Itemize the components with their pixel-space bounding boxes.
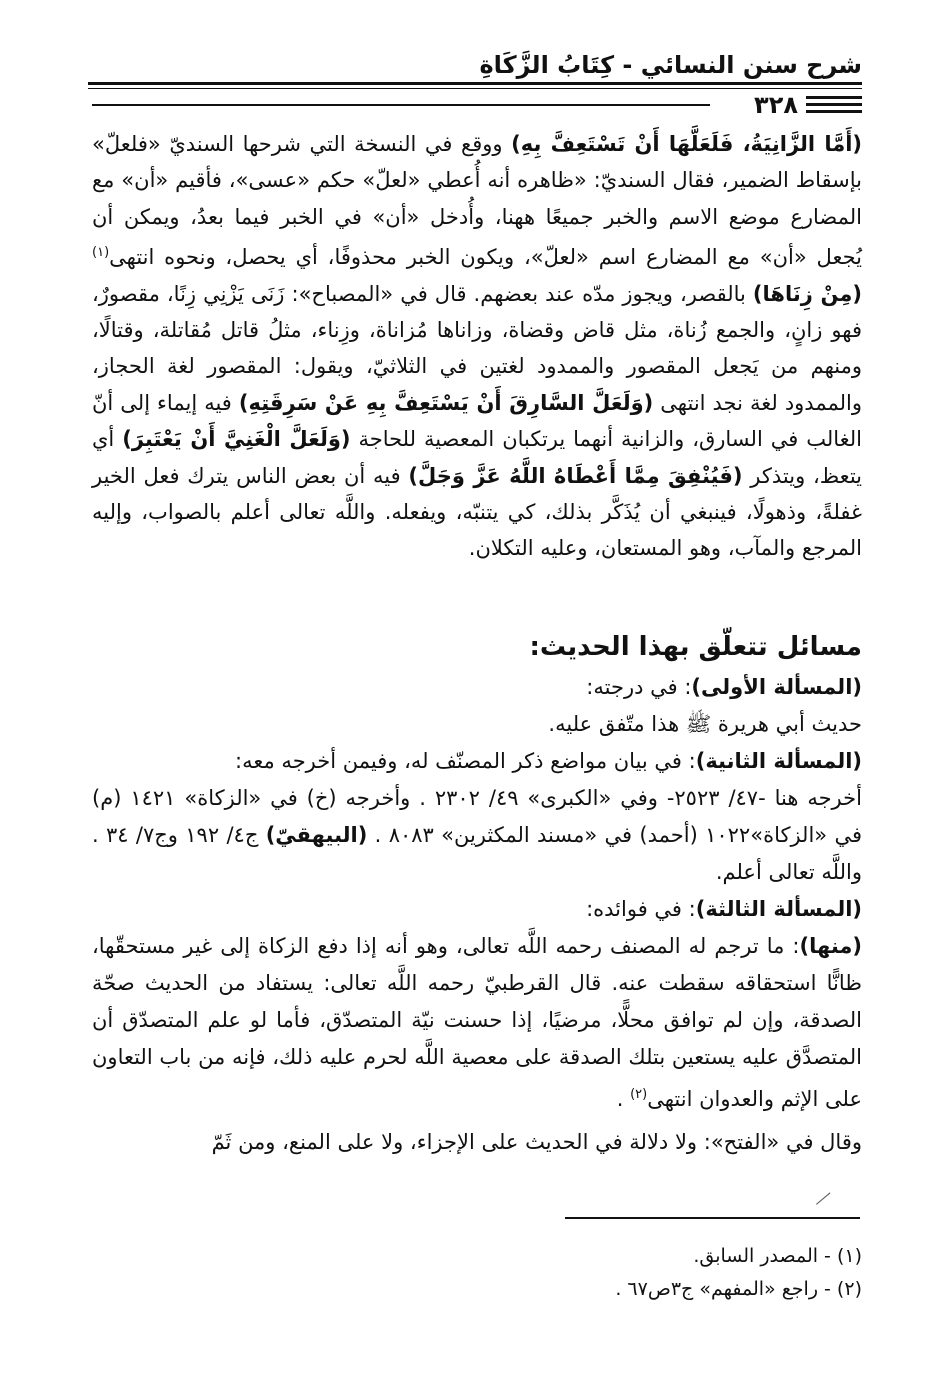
footnotes [92, 1240, 862, 1306]
commentary-paragraph [92, 126, 862, 567]
issue-1-body: حديث أبي هريرة ﷺ هذا متّفق عليه. [548, 712, 862, 736]
issue-label: (المسألة الثالثة) [695, 897, 862, 921]
page-number-row [92, 92, 862, 118]
page-number-rule [92, 104, 710, 106]
issue-text: : في درجته: [586, 675, 692, 699]
hadith-quote: (وَلَعَلَّ الْغَنِيَّ أَنْ يَعْتَبِرَ) [122, 427, 351, 452]
section-heading: مسائل تتعلّق بهذا الحديث: [529, 632, 862, 662]
benefit-label: (منها) [799, 934, 862, 958]
issue-label: (المسألة الثانية) [695, 749, 862, 773]
footnote-ref-1: (١) [92, 245, 110, 261]
issue-1 [92, 669, 862, 706]
hadith-quote: (وَلَعَلَّ السَّارِقَ أَنْ يَسْتَعِفَّ بِهِ عَنْ سَرِقَتِهِ) [238, 390, 654, 415]
issue-label: (المسألة الأولى) [691, 675, 862, 699]
benefit-2: وقال في «الفتح»: ولا دلالة في الحديث على الإجزاء، ولا على المنع، ومن ثَمّ [211, 1130, 862, 1154]
page-header [88, 50, 862, 80]
issue-2-body [92, 780, 862, 891]
footnote-1: (١) - المصدر السابق. [693, 1245, 862, 1267]
header-rule-thick [88, 82, 862, 85]
header-rule-thin [88, 88, 862, 89]
footnote-ref-2: (٢) [630, 1087, 648, 1102]
issue-text: : في بيان مواضع ذكر المصنّف له، وفيمن أخرجه معه: [235, 749, 696, 773]
footnote-mark [816, 1192, 838, 1214]
hadith-quote: (أَمَّا الزَّانِيَةُ، فَلَعَلَّهَا أَنْ تَسْتَعِفَّ بِهِ) [511, 132, 863, 156]
issue-text: : في فوائده: [586, 897, 696, 921]
benefit-1 [92, 928, 862, 1118]
commentary-body [92, 126, 862, 567]
commentary-text: أي يتعظ، ويتذكر [92, 427, 862, 488]
page-number-ornament [806, 96, 862, 114]
commentary-text: بالقصر، ويجوز مدّه عند بعضهم. قال في «المصباح»: زَنَى يَزْنِي زِنًا، مقصورٌ، فهو زانٍ، والجمع زُناة، مثل قاض وقضاة، وزاناها مُزاناة، وزِناء، مثلُ قاتل مُقاتلة، وقتالًا، ومنهم من يَجعل المقصور والممدود لغتين في الثلاثيّ، ويقول: المقصور لغة الحجاز، والممدود لغة نجد انتهى [92, 281, 862, 415]
issue-2 [92, 743, 862, 780]
hadith-quote: (مِنْ زِنَاهَا) [752, 281, 862, 306]
issues-section [92, 669, 862, 1161]
commentary-text: ووقع في النسخة التي شرحها السنديّ «فلعلّ» بإسقاط الضمير، فقال السنديّ: «ظاهره أنه أُعطي «لعلّ» حكم «عسى»، فأقيم «أن» مع المضارع موضع الاسم والخبر جميعًا ههنا، وأُدخل «أن» في الخبر فيما بعدُ، ويمكن أن يُجعل «أن» مع المضارع اسم «لعلّ»، ويكون الخبر محذوفًا، أي يحصل، ونحوه انتهى [92, 132, 862, 270]
commentary-text: فيه أن بعض الناس يترك فعل الخير غفلةً، وذهولًا، فينبغي أن يُذَكَّر بذلك، كي يتنبّه، ويفعله. واللَّه تعالى أعلم بالصواب، وإليه المرجع والمآب، وهو المستعان، وعليه التكلان. [92, 463, 862, 561]
issue-3 [92, 891, 862, 928]
running-title: شرح سنن النسائي - كِتَابُ الزَّكَاةِ [479, 51, 862, 79]
page-number: ٣٢٨ [754, 91, 798, 119]
benefit-text: : ما ترجم له المصنف رحمه اللَّه تعالى، وهو أنه إذا دفع الزكاة إلى غير مستحقّها، ظانًّا استحقاقه سقطت عنه. قال القرطبيّ رحمه اللَّه تعالى: يستفاد من الحديث صحّة الصدقة، وإن لم توافق محلًّا، مرضيًا، إذا حسنت نيّة المتصدّق، فأما لو علم المتصدّق أن المتصدَّق عليه يستعين بتلك الصدقة على معصية اللَّه لحرم عليه ذلك، فإنه من باب التعاون على الإثم والعدوان انتهى [92, 934, 862, 1111]
footnote-separator [565, 1217, 860, 1219]
issue-text: أخرجه هنا -٤٧/ ٢٥٢٣- وفي «الكبرى» ٤٩/ ٢٣٠٢ . وأخرجه (خ) في «الزكاة» ١٤٢١ (م) في «الزكاة»١٠٢٢ (أحمد) في «مسند المكثرين» ٨٠٨٣ . [92, 786, 862, 847]
hadith-quote: (فَيُنْفِقَ مِمَّا أَعْطَاهُ اللَّهُ عَزَّ وَجَلَّ) [408, 463, 743, 488]
issue-source: (البيهقيّ) [265, 823, 368, 847]
benefit-end: . [616, 1087, 631, 1111]
commentary-text: فيه إيماء إلى أنّ الغالب في السارق، والزانية أنهما يرتكبان المعصية للحاجة [92, 390, 862, 452]
header-rule [88, 82, 862, 118]
footnote-2: (٢) - راجع «المفهم» ج٣ص٦٧ . [615, 1278, 862, 1300]
issue-text: ج٤/ ١٩٢ وج٧/ ٣٤ . واللَّه تعالى أعلم. [92, 823, 862, 884]
